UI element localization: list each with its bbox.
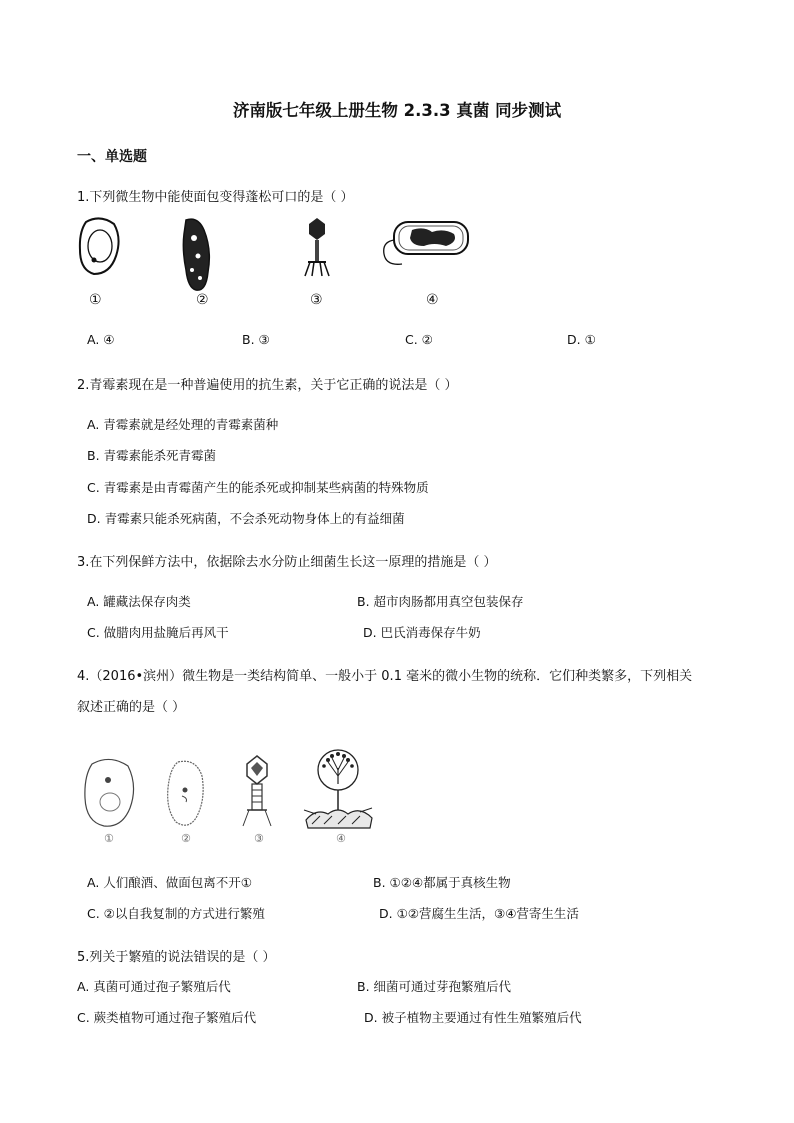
question-5-option-b[interactable]: B. 细菌可通过芽孢繁殖后代 (357, 979, 512, 994)
question-4-stem-line1: 4.（2016•滨州）微生物是一类结构简单、一般小于 0.1 毫米的微小生物的统称．它们种类繁多，下列相关 (77, 669, 693, 684)
question-3-option-b[interactable]: B. 超市肉肠都用真空包装保存 (357, 594, 524, 609)
figure-1-label-4: ④ (426, 292, 439, 308)
question-2-option-c[interactable]: C. 青霉素是由青霉菌产生的能杀死或抑制某些病菌的特殊物质 (87, 480, 429, 495)
paramecium-image (178, 216, 214, 294)
question-1-stem: 1.下列微生物中能使面包变得蓬松可口的是（ ） (77, 190, 354, 205)
question-3-option-a[interactable]: A. 罐藏法保存肉类 (87, 594, 191, 609)
question-2-stem: 2.青霉素现在是一种普遍使用的抗生素，关于它正确的说法是（ ） (77, 378, 458, 393)
question-2-option-a[interactable]: A. 青霉素就是经处理的青霉素菌种 (87, 417, 279, 432)
question-3-stem: 3.在下列保鲜方法中，依据除去水分防止细菌生长这一原理的措施是（ ） (77, 555, 497, 570)
mold-sketch-image (302, 748, 374, 832)
question-2-option-d[interactable]: D. 青霉素只能杀死病菌，不会杀死动物身体上的有益细菌 (87, 511, 405, 526)
figure-4-label-3: ③ (254, 832, 264, 845)
question-4-stem-line2: 叙述正确的是（ ） (77, 700, 186, 715)
question-5-stem: 5.列关于繁殖的说法错误的是（ ） (77, 950, 276, 965)
question-4-option-c[interactable]: C. ②以自我复制的方式进行繁殖 (87, 906, 265, 921)
section-heading: 一、单选题 (77, 149, 147, 165)
page-title: 济南版七年级上册生物 2.3.3 真菌 同步测试 (232, 101, 562, 120)
question-1-option-c[interactable]: C. ② (405, 332, 433, 347)
question-4-option-d[interactable]: D. ①②营腐生生活，③④营寄生生活 (379, 906, 579, 921)
figure-1-label-1: ① (89, 292, 102, 308)
figure-4-label-4: ④ (336, 832, 346, 845)
question-3-option-c[interactable]: C. 做腊肉用盐腌后再风干 (87, 625, 229, 640)
question-5-option-d[interactable]: D. 被子植物主要通过有性生殖繁殖后代 (364, 1010, 582, 1025)
figure-1-label-3: ③ (310, 292, 323, 308)
question-1-option-d[interactable]: D. ① (567, 332, 596, 347)
yeast-sketch-image (80, 756, 140, 834)
figure-4-label-1: ① (104, 832, 114, 845)
question-3-option-d[interactable]: D. 巴氏消毒保存牛奶 (363, 625, 481, 640)
question-1-option-a[interactable]: A. ④ (87, 332, 115, 347)
question-5-option-a[interactable]: A. 真菌可通过孢子繁殖后代 (77, 979, 231, 994)
yeast-cell-image (76, 216, 124, 282)
virus-sketch-image (237, 754, 277, 832)
question-1-option-b[interactable]: B. ③ (242, 332, 270, 347)
bacterium-image (372, 216, 472, 270)
question-5-option-c[interactable]: C. 蕨类植物可通过孢子繁殖后代 (77, 1010, 257, 1025)
figure-1-label-2: ② (196, 292, 209, 308)
question-2-option-b[interactable]: B. 青霉素能杀死青霉菌 (87, 448, 217, 463)
question-4-option-a[interactable]: A. 人们酿酒、做面包离不开① (87, 875, 252, 890)
bacterium-sketch-image (158, 756, 214, 832)
bacteriophage-image (302, 216, 332, 280)
question-4-option-b[interactable]: B. ①②④都属于真核生物 (373, 875, 511, 890)
figure-4-label-2: ② (181, 832, 191, 845)
